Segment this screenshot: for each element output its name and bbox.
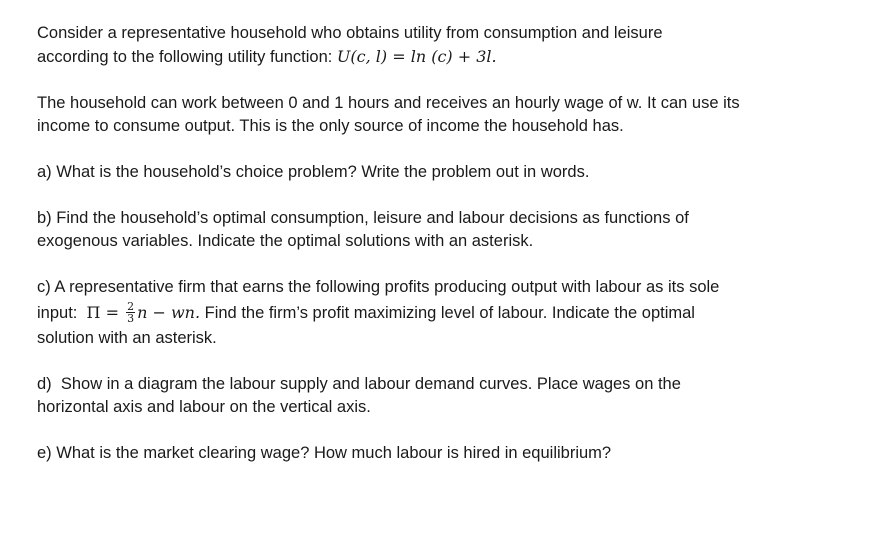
intro-line-2	[37, 45, 877, 69]
question-d-line-1: d) Show in a diagram the labour supply and labour demand curves. Place wages on the	[37, 375, 681, 393]
fraction-numerator: 2	[127, 300, 135, 314]
question-d-line-2: horizontal axis and labour on the vertical axis.	[37, 398, 371, 416]
question-c-line-2-suffix: Find the firm’s profit maximizing level of labour. Indicate the optimal	[200, 304, 695, 322]
two-thirds-fraction	[126, 301, 135, 324]
question-b-line-2: exogenous variables. Indicate the optimal solutions with an asterisk.	[37, 232, 534, 250]
profit-symbol: Π =	[86, 303, 125, 322]
question-c-line-2	[37, 299, 877, 327]
question-e-text: e) What is the market clearing wage? How much labour is hired in equilibrium?	[37, 444, 612, 462]
question-c-input-label: input:	[37, 304, 87, 322]
document-body	[37, 22, 877, 465]
setup-line-2: income to consume output. This is the only source of income the household has.	[37, 117, 624, 135]
question-d	[37, 373, 877, 419]
question-c-line-3: solution with an asterisk.	[37, 329, 217, 347]
utility-function: U(c, l) = ln (c) + 3l.	[336, 47, 497, 66]
intro-paragraph	[37, 22, 877, 69]
question-b	[37, 207, 877, 253]
intro-line-1: Consider a representative household who obtains utility from consumption and leisure	[37, 24, 663, 42]
fraction-denominator: 3	[127, 312, 135, 326]
setup-line-1: The household can work between 0 and 1 hours and receives an hourly wage of w. It can use its	[37, 94, 740, 112]
intro-line-2-text: according to the following utility function:	[37, 48, 337, 66]
question-c	[37, 276, 877, 350]
question-e	[37, 442, 877, 465]
question-b-line-1: b) Find the household’s optimal consumption, leisure and labour decisions as functions of	[37, 209, 689, 227]
question-c-line-1: c) A representative firm that earns the following profits producing output with labour as its sole	[37, 278, 720, 296]
question-a	[37, 161, 877, 184]
question-a-text: a) What is the household’s choice problem? Write the problem out in words.	[37, 163, 590, 181]
setup-paragraph	[37, 92, 877, 138]
profit-function-rest: n − wn.	[137, 303, 201, 322]
